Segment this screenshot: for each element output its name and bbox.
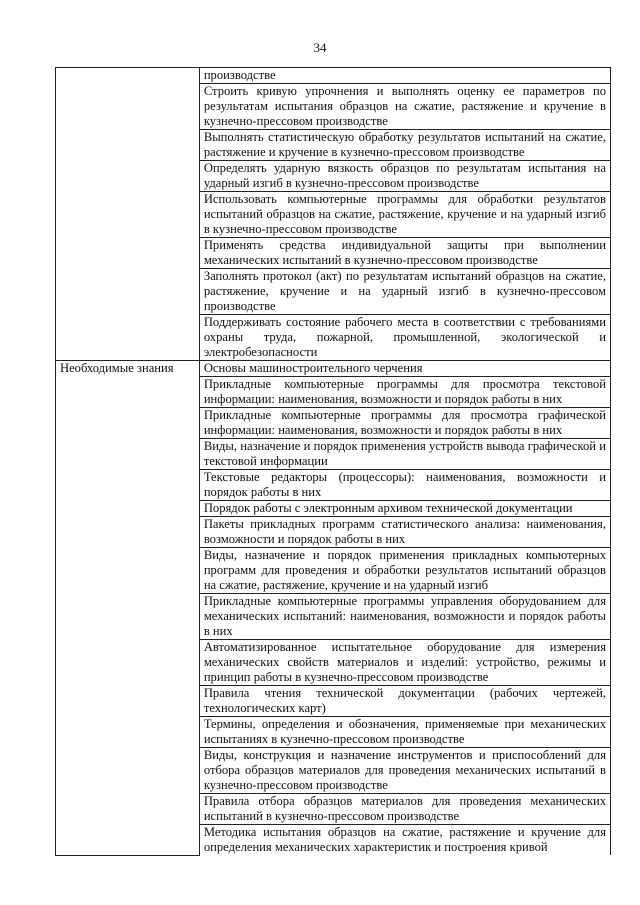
requirement-cell: Прикладные компьютерные программы для просмотра текстовой информации: наименования, возможности и порядок работы в них [199, 377, 610, 408]
table-row [56, 68, 611, 84]
section-label: Необходимые знания [56, 361, 200, 856]
requirement-cell: Текстовые редакторы (процессоры): наименования, возможности и порядок работы в них [199, 470, 610, 501]
requirement-cell: Прикладные компьютерные программы для просмотра графической информации: наименования, возможности и порядок работы в них [199, 408, 610, 439]
page-number: 34 [313, 40, 327, 55]
requirement-cell: Пакеты прикладных программ статистического анализа: наименования, возможности и порядок работы в них [199, 517, 610, 548]
requirement-cell: Виды, конструкция и назначение инструментов и приспособлений для отбора образцов материалов для проведения механических испытаний в кузнечно-прессовом производстве [199, 748, 610, 794]
requirement-cell: Выполнять статистическую обработку результатов испытаний на сжатие, растяжение и кручение в кузнечно-прессовом производстве [199, 130, 610, 161]
requirements-table [55, 67, 611, 856]
table-row [56, 361, 611, 377]
requirement-cell: Определять ударную вязкость образцов по результатам испытания на ударный изгиб в кузнечно-прессовом производстве [199, 161, 610, 192]
requirement-cell: Правила отбора образцов материалов для проведения механических испытаний в кузнечно-прессовом производстве [199, 794, 610, 825]
requirement-cell: Строить кривую упрочнения и выполнять оценку ее параметров по результатам испытания образцов на сжатие, растяжение и кручение в кузнечно-прессовом производстве [199, 84, 610, 130]
requirement-cell: Применять средства индивидуальной защиты при выполнении механических испытаний в кузнечно-прессовом производстве [199, 238, 610, 269]
requirement-cell: Правила чтения технической документации (рабочих чертежей, технологических карт) [199, 686, 610, 717]
requirement-cell: Виды, назначение и порядок применения устройств вывода графической и текстовой информации [199, 439, 610, 470]
requirement-cell: Поддерживать состояние рабочего места в соответствии с требованиями охраны труда, пожарной, промышленной, экологической и электробезопасности [199, 315, 610, 361]
section-label [56, 68, 200, 361]
requirement-cell: Заполнять протокол (акт) по результатам испытаний образцов на сжатие, растяжение, кручение и на ударный изгиб в кузнечно-прессовом производстве [199, 269, 610, 315]
requirement-cell: Методика испытания образцов на сжатие, растяжение и кручение для определения механических характеристик и построения кривой [199, 825, 610, 856]
requirement-cell: Основы машиностроительного черчения [199, 361, 610, 377]
requirement-cell: Автоматизированное испытательное оборудование для измерения механических свойств материалов и изделий: устройство, режимы и принцип работы в кузнечно-прессовом производстве [199, 640, 610, 686]
requirement-cell: Прикладные компьютерные программы управления оборудованием для механических испытаний: наименования, возможности и порядок работы в них [199, 594, 610, 640]
requirement-cell: Термины, определения и обозначения, применяемые при механических испытаниях в кузнечно-прессовом производстве [199, 717, 610, 748]
requirement-cell: Виды, назначение и порядок применения прикладных компьютерных программ для проведения и обработки результатов испытаний образцов на сжатие, растяжение, кручение и на ударный изгиб [199, 548, 610, 594]
requirement-cell: Использовать компьютерные программы для обработки результатов испытаний образцов на сжатие, растяжение, кручение и на ударный изгиб в кузнечно-прессовом производстве [199, 192, 610, 238]
requirement-cell: Порядок работы с электронным архивом технической документации [199, 501, 610, 517]
requirement-cell: производстве [199, 68, 610, 84]
